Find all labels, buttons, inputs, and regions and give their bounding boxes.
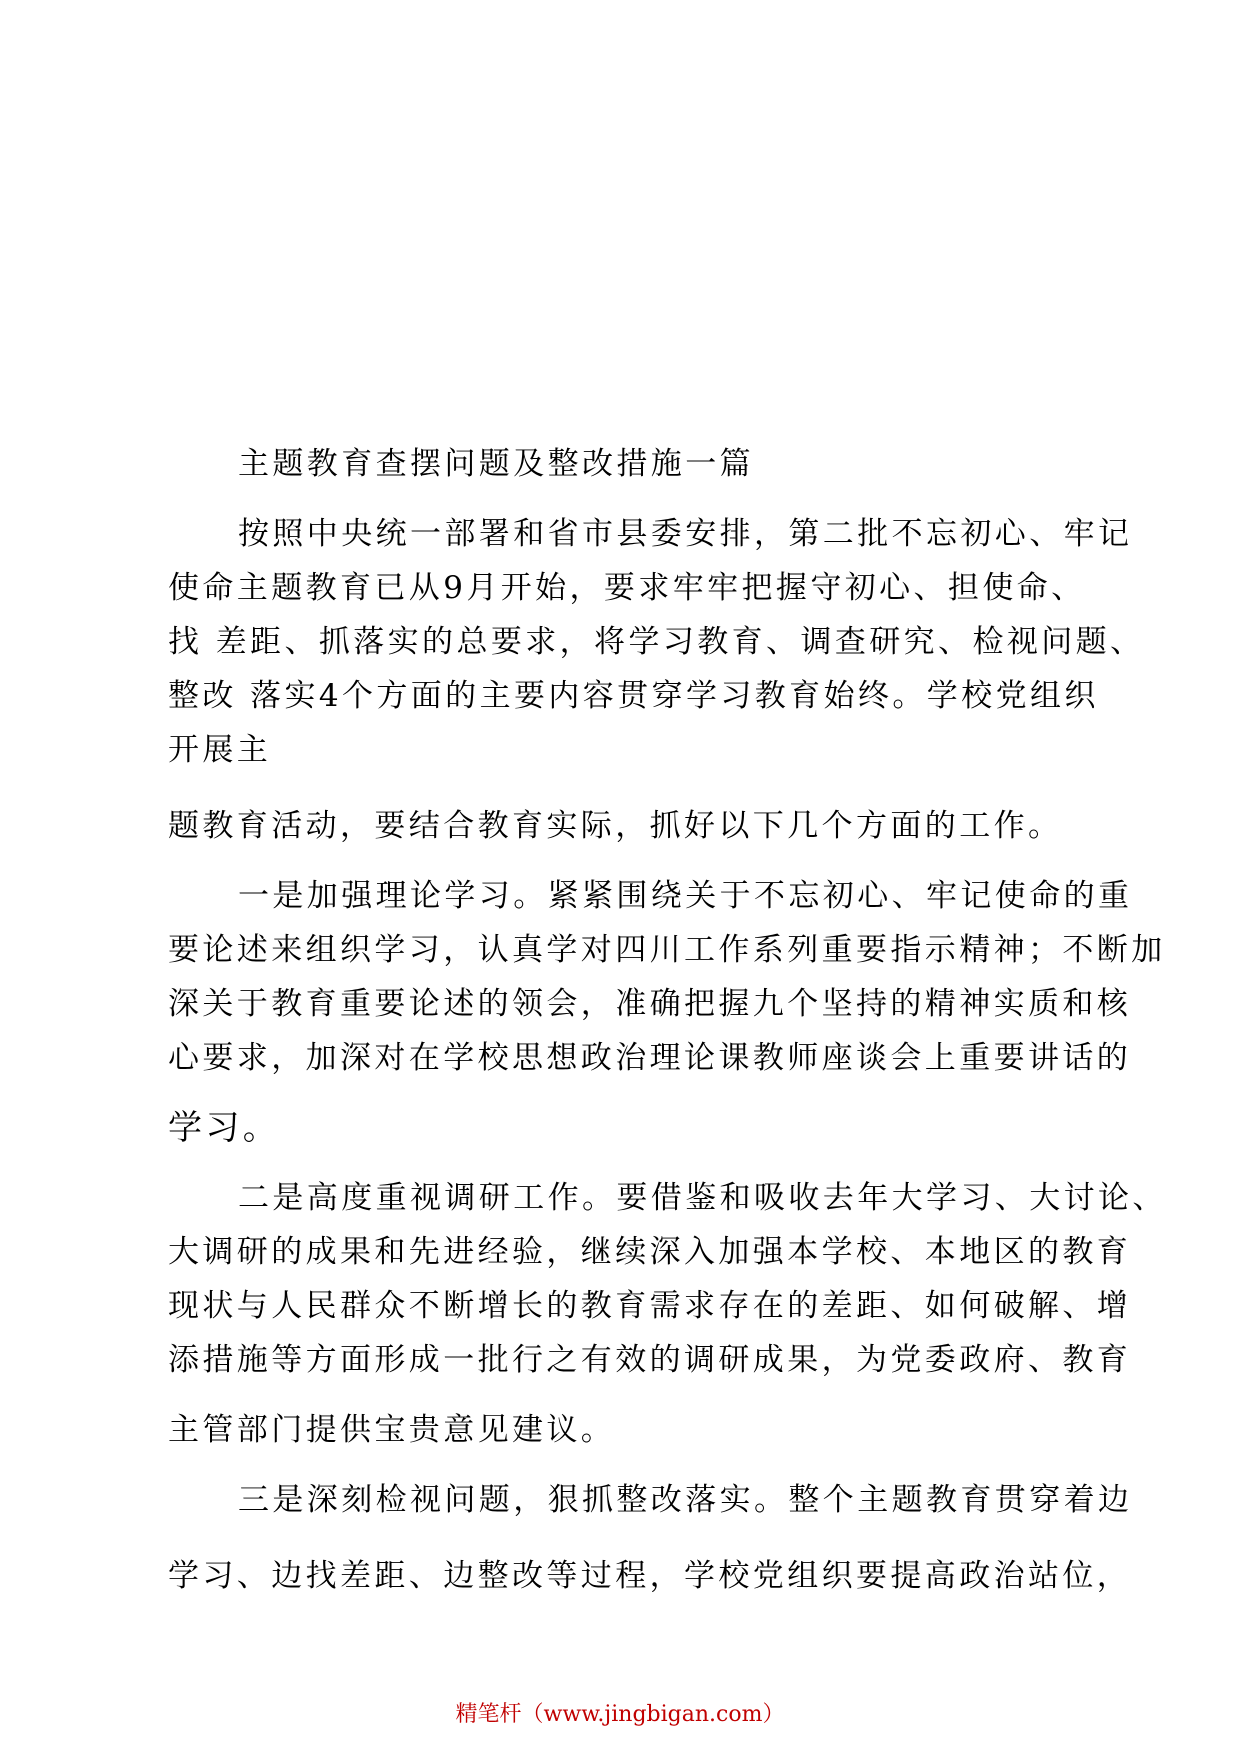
- paragraph-line: 按照中央统一部署和省市县委安排，第二批不忘初心、牢记: [238, 516, 1133, 552]
- paragraph-line: 题教育活动，要结合教育实际，抓好以下几个方面的工作。: [168, 808, 1063, 844]
- paragraph-line: 开展主: [168, 732, 272, 768]
- paragraph-line: 现状与人民群众不断增长的教育需求存在的差距、如何破解、增: [168, 1288, 1132, 1324]
- document-title: 主题教育查摆问题及整改措施一篇: [238, 446, 754, 482]
- paragraph-line: 一是加强理论学习。紧紧围绕关于不忘初心、牢记使命的重: [238, 878, 1133, 914]
- paragraph-line: 主管部门提供宝贵意见建议。: [168, 1412, 616, 1448]
- paragraph-line: 使命主题教育已从9月开始，要求牢牢把握守初心、担使命、: [168, 570, 1086, 606]
- footer-watermark: 精笔杆（www.jingbigan.com）: [455, 1702, 785, 1727]
- paragraph-line: 学习。: [168, 1108, 281, 1148]
- paragraph-line: 整改 落实4个方面的主要内容贯穿学习教育始终。学校党组织: [168, 678, 1099, 714]
- paragraph-line: 深关于教育重要论述的领会，准确把握九个坚持的精神实质和核: [168, 986, 1132, 1022]
- paragraph-line: 要论述来组织学习，认真学对四川工作系列重要指示精神；不断加: [168, 932, 1166, 968]
- paragraph-line: 三是深刻检视问题，狠抓整改落实。整个主题教育贯穿着边: [238, 1482, 1133, 1518]
- paragraph-line: 大调研的成果和先进经验，继续深入加强本学校、本地区的教育: [168, 1234, 1132, 1270]
- paragraph-line: 二是高度重视调研工作。要借鉴和吸收去年大学习、大讨论、: [238, 1180, 1167, 1216]
- paragraph-line: 心要求，加深对在学校思想政治理论课教师座谈会上重要讲话的: [168, 1040, 1132, 1076]
- paragraph-line: 找 差距、抓落实的总要求，将学习教育、调查研究、检视问题、: [168, 624, 1145, 660]
- paragraph-line: 添措施等方面形成一批行之有效的调研成果，为党委政府、教育: [168, 1342, 1132, 1378]
- paragraph-line: 学习、边找差距、边整改等过程，学校党组织要提高政治站位，: [168, 1558, 1132, 1594]
